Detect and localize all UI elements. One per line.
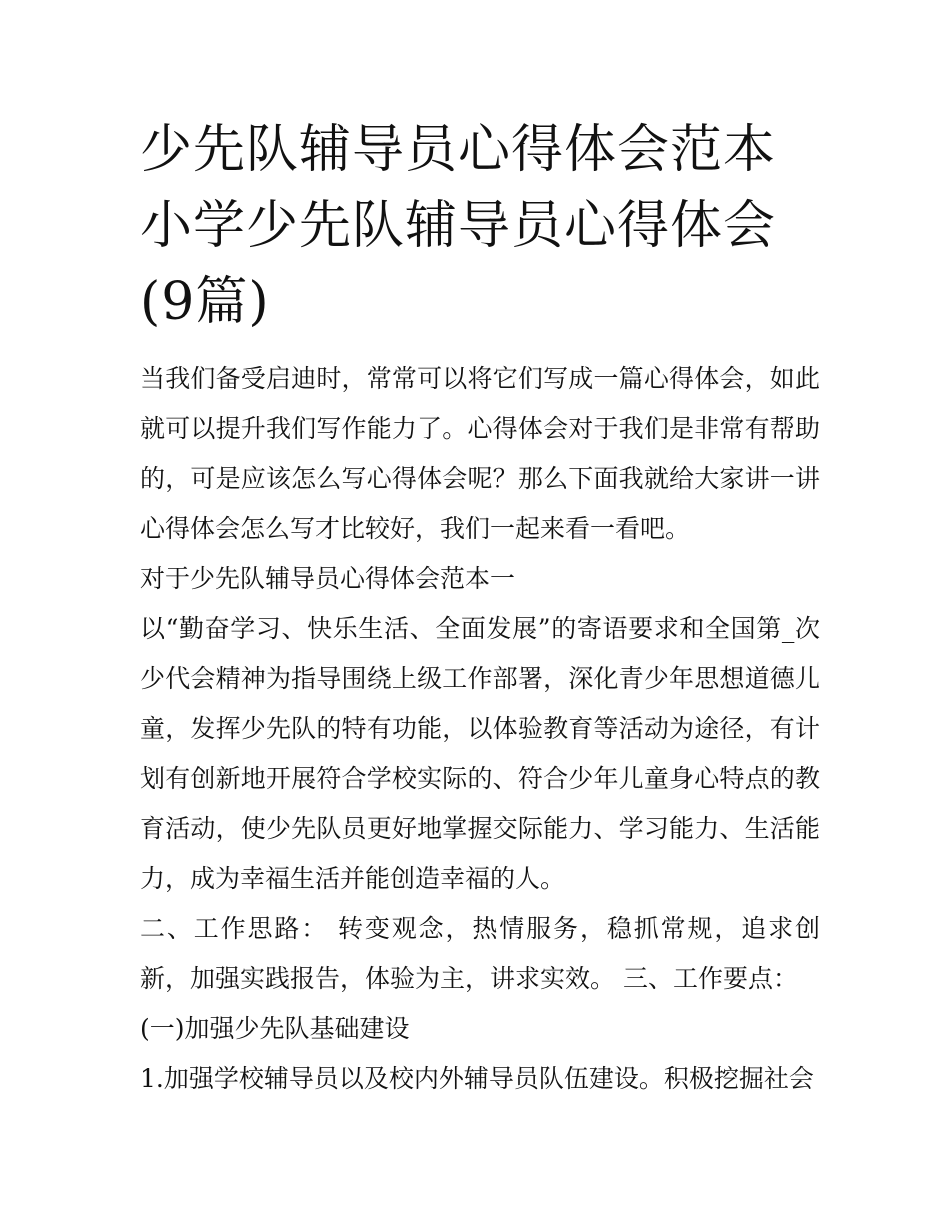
document-title: 少先队辅导员心得体会范本 小学少先队辅导员心得体会(9篇) bbox=[140, 120, 777, 332]
paragraph-item-one: 1.加强学校辅导员以及校内外辅导员队伍建设。积极挖掘社会 bbox=[140, 1064, 814, 1093]
paragraph-intro: 当我们备受启迪时，常常可以将它们写成一篇心得体会，如此就可以提升我们写作能力了。心得体会对于我们是非常有帮助的，可是应该怎么写心得体会呢？那么下面我就给大家讲一讲心得体会怎么写才比较好，我们一起来看一看吧。 bbox=[140, 364, 820, 543]
paragraph-heading-sample-one: 对于少先队辅导员心得体会范本一 bbox=[140, 564, 516, 593]
paragraph-guiding-principle: 以“勤奋学习、快乐生活、全面发展”的寄语要求和全国第_次少代会精神为指导围绕上级工作部署，深化青少年思想道德儿童，发挥少先队的特有功能，以体验教育等活动为途径，有计划有创新地开展符合学校实际的、符合少年儿童身心特点的教育活动，使少先队员更好地掌握交际能力、学习能力、生活能力，成为幸福生活并能创造幸福的人。 bbox=[140, 614, 820, 893]
paragraph-work-ideas: 二、工作思路： 转变观念，热情服务，稳抓常规，追求创新，加强实践报告，体验为主，讲求实效。 三、工作要点： bbox=[140, 914, 820, 993]
document-body bbox=[140, 354, 820, 1104]
paragraph-section-heading: (一)加强少先队基础建设 bbox=[140, 1014, 410, 1043]
